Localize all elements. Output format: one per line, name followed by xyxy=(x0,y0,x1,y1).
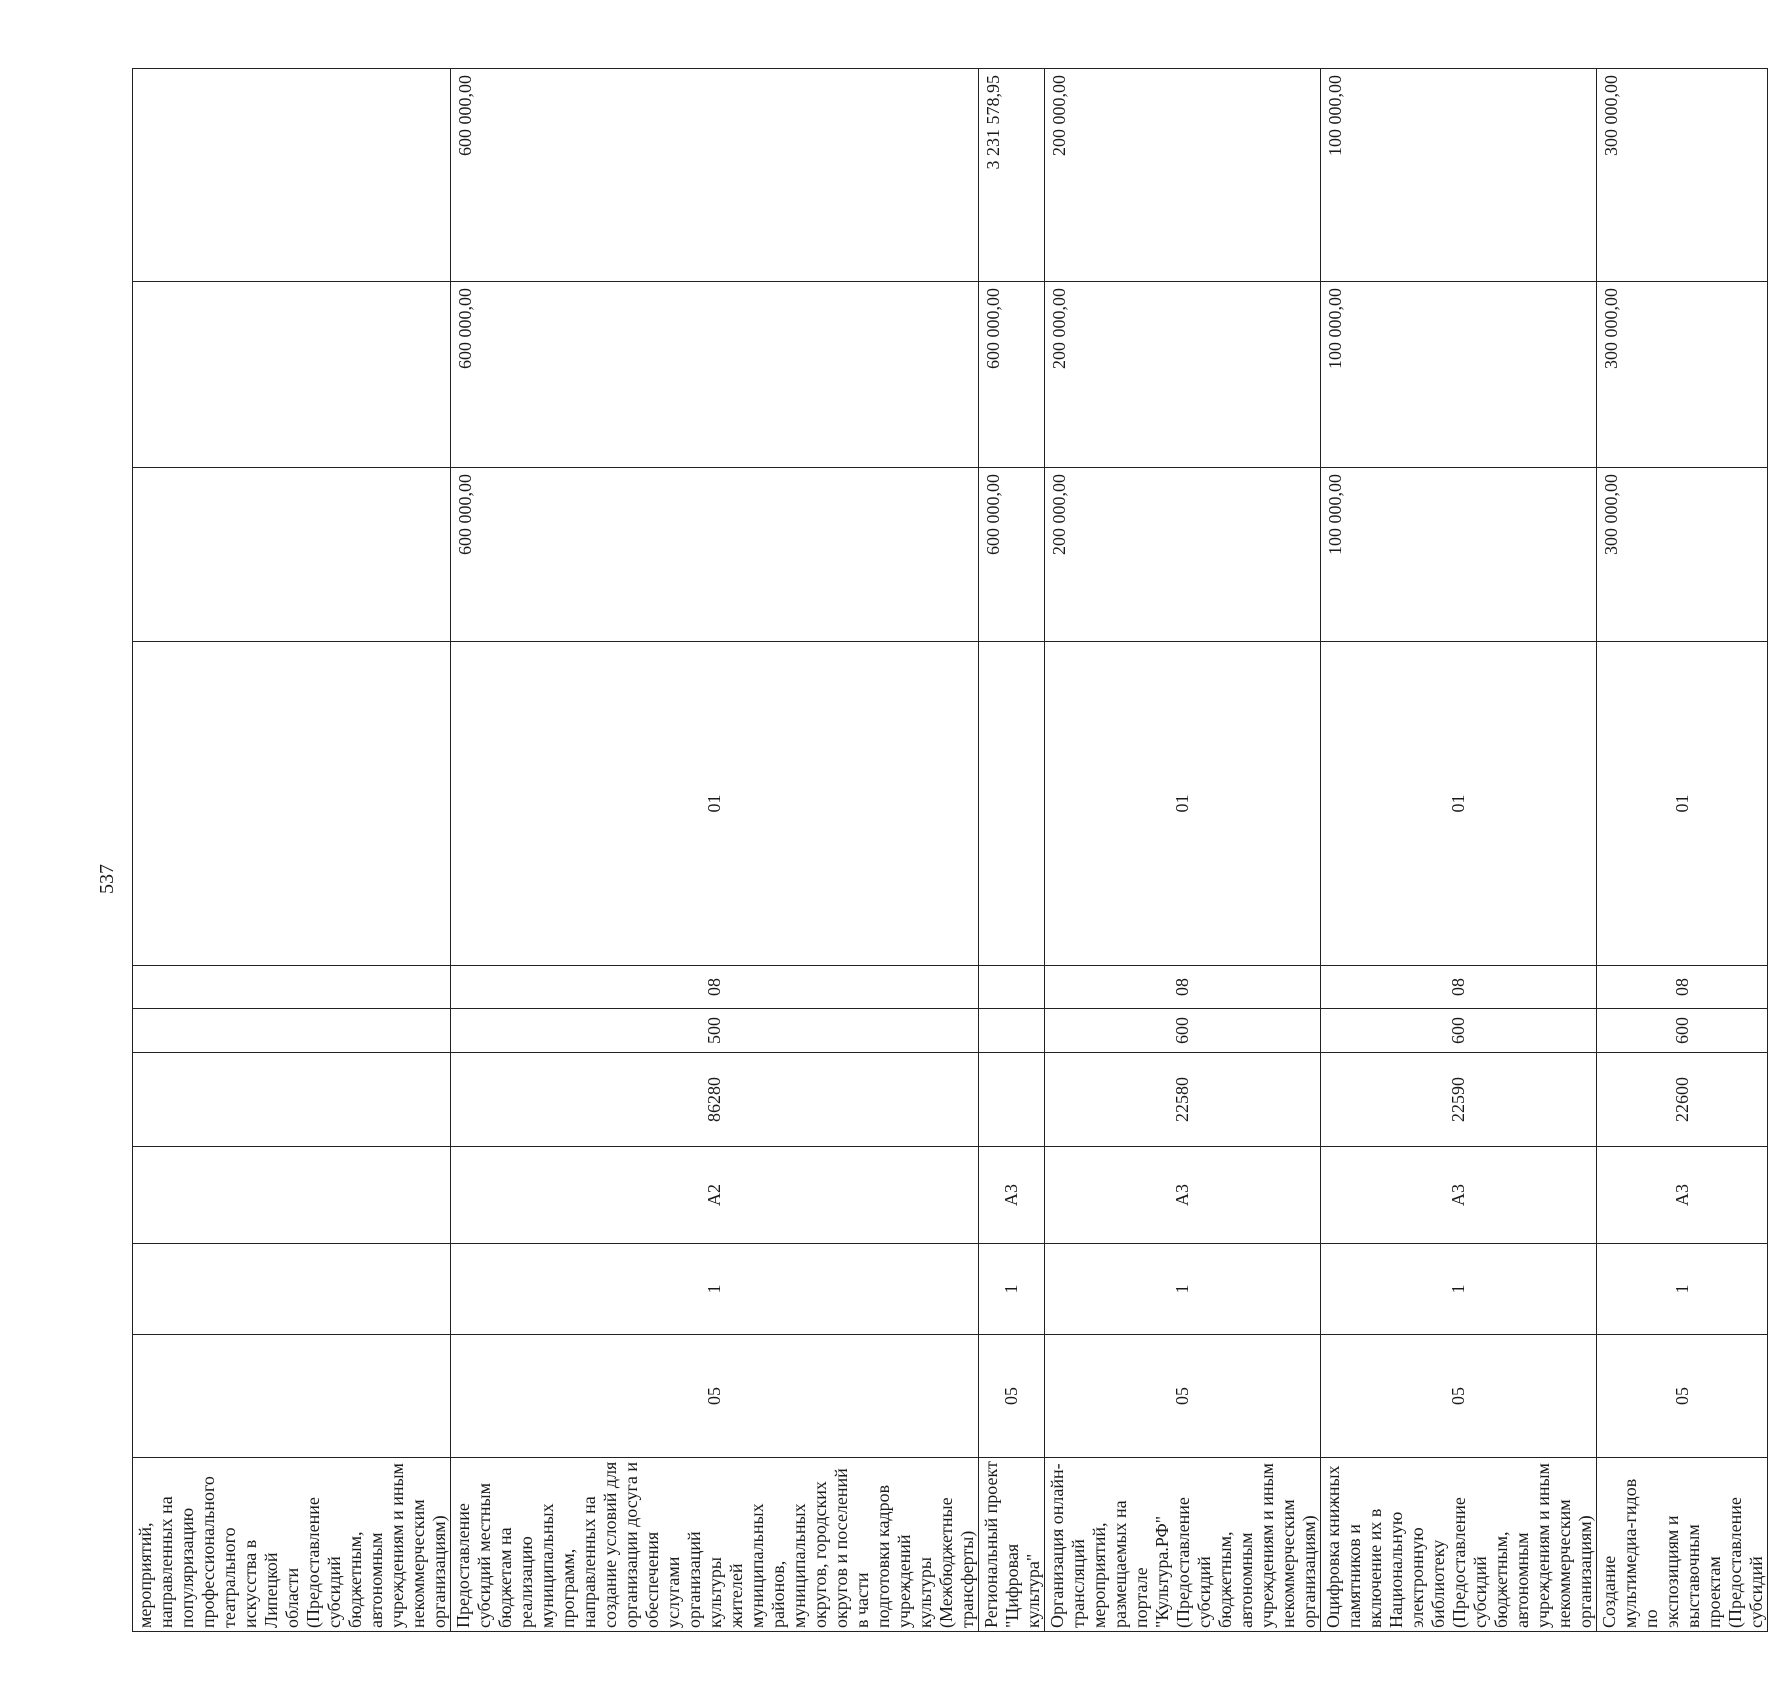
subsection-cell: 08 xyxy=(1045,966,1321,1009)
amount-year-1-cell xyxy=(133,69,451,282)
subsubsection-cell xyxy=(979,642,1045,966)
subsection-cell: 08 xyxy=(1321,966,1597,1009)
program-code-cell: 1 xyxy=(979,1244,1045,1335)
rotated-table-wrapper xyxy=(132,69,1766,1632)
table-row xyxy=(133,69,451,1632)
subsubsection-cell: 01 xyxy=(451,642,979,966)
expense-type-cell: 600 xyxy=(1045,1009,1321,1053)
section-code-cell: 05 xyxy=(451,1335,979,1458)
budget-table xyxy=(132,68,1768,1632)
table-row xyxy=(979,69,1045,1632)
direction-code-cell: 22580 xyxy=(1045,1053,1321,1147)
subsection-cell xyxy=(133,966,451,1009)
subsection-cell xyxy=(979,966,1045,1009)
subsubsection-cell: 01 xyxy=(1045,642,1321,966)
program-code-cell xyxy=(133,1244,451,1335)
amount-year-2-cell: 600 000,00 xyxy=(979,282,1045,468)
description-cell: Организация онлайн-трансляций мероприятий, размещаемых на портале "Культура.РФ" (Предоставление субсидий бюджетным, автономным учреждениям и иным некоммерческим организациям) xyxy=(1045,1458,1321,1632)
subsection-cell: 08 xyxy=(451,966,979,1009)
amount-year-2-cell: 200 000,00 xyxy=(1045,282,1321,468)
section-code-cell: 05 xyxy=(1045,1335,1321,1458)
subsubsection-cell: 01 xyxy=(1597,642,1768,966)
description-cell: мероприятий, направленных на популяризацию профессионального театрального искусства в Липецкой области (Предоставление субсидий бюджетным, автономным учреждениям и иным некоммерческим организациям) xyxy=(133,1458,451,1632)
table-row xyxy=(1045,69,1321,1632)
program-code-cell: 1 xyxy=(451,1244,979,1335)
amount-year-2-cell: 100 000,00 xyxy=(1321,282,1597,468)
expense-type-cell: 600 xyxy=(1597,1009,1768,1053)
section-code-cell: 05 xyxy=(1321,1335,1597,1458)
subsection-cell: 08 xyxy=(1597,966,1768,1009)
expense-type-cell: 600 xyxy=(1321,1009,1597,1053)
amount-year-3-cell: 200 000,00 xyxy=(1045,468,1321,642)
direction-code-cell xyxy=(133,1053,451,1147)
amount-year-2-cell: 300 000,00 xyxy=(1597,282,1768,468)
amount-year-3-cell: 100 000,00 xyxy=(1321,468,1597,642)
amount-year-1-cell: 100 000,00 xyxy=(1321,69,1597,282)
program-code-cell: 1 xyxy=(1597,1244,1768,1335)
direction-code-cell: 22590 xyxy=(1321,1053,1597,1147)
expense-type-cell xyxy=(979,1009,1045,1053)
project-code-cell: А3 xyxy=(979,1147,1045,1244)
section-code-cell: 05 xyxy=(1597,1335,1768,1458)
program-code-cell: 1 xyxy=(1045,1244,1321,1335)
table-row xyxy=(1321,69,1597,1632)
amount-year-1-cell: 300 000,00 xyxy=(1597,69,1768,282)
direction-code-cell xyxy=(979,1053,1045,1147)
description-cell: Предоставление субсидий местным бюджетам на реализацию муниципальных программ, направленных на создание условий для организации досуга и обеспечения услугами организаций культуры жителей муниципальных районов, муниципальных округов, городских округов и поселений в части подготовки кадров учреждений культуры (Межбюджетные трансферты) xyxy=(451,1458,979,1632)
amount-year-3-cell: 300 000,00 xyxy=(1597,468,1768,642)
project-code-cell: А3 xyxy=(1597,1147,1768,1244)
amount-year-2-cell: 600 000,00 xyxy=(451,282,979,468)
section-code-cell xyxy=(133,1335,451,1458)
project-code-cell: А3 xyxy=(1045,1147,1321,1244)
description-cell: Создание мультимедиа-гидов по экспозициям и выставочным проектам (Предоставление субсидий xyxy=(1597,1458,1768,1632)
expense-type-cell: 500 xyxy=(451,1009,979,1053)
project-code-cell: А2 xyxy=(451,1147,979,1244)
subsubsection-cell: 01 xyxy=(1321,642,1597,966)
amount-year-1-cell: 600 000,00 xyxy=(451,69,979,282)
amount-year-1-cell: 200 000,00 xyxy=(1045,69,1321,282)
amount-year-1-cell: 3 231 578,95 xyxy=(979,69,1045,282)
page-number: 537 xyxy=(96,864,118,894)
table-row xyxy=(1597,69,1768,1632)
direction-code-cell: 86280 xyxy=(451,1053,979,1147)
description-cell: Оцифровка книжных памятников и включение их в Национальную электронную библиотеку (Предоставление субсидий бюджетным, автономным учреждениям и иным некоммерческим организациям) xyxy=(1321,1458,1597,1632)
description-cell: Региональный проект "Цифровая культура" xyxy=(979,1458,1045,1632)
project-code-cell: А3 xyxy=(1321,1147,1597,1244)
program-code-cell: 1 xyxy=(1321,1244,1597,1335)
amount-year-3-cell: 600 000,00 xyxy=(451,468,979,642)
table-row xyxy=(451,69,979,1632)
amount-year-2-cell xyxy=(133,282,451,468)
section-code-cell: 05 xyxy=(979,1335,1045,1458)
direction-code-cell: 22600 xyxy=(1597,1053,1768,1147)
expense-type-cell xyxy=(133,1009,451,1053)
project-code-cell xyxy=(133,1147,451,1244)
subsubsection-cell xyxy=(133,642,451,966)
amount-year-3-cell xyxy=(133,468,451,642)
amount-year-3-cell: 600 000,00 xyxy=(979,468,1045,642)
